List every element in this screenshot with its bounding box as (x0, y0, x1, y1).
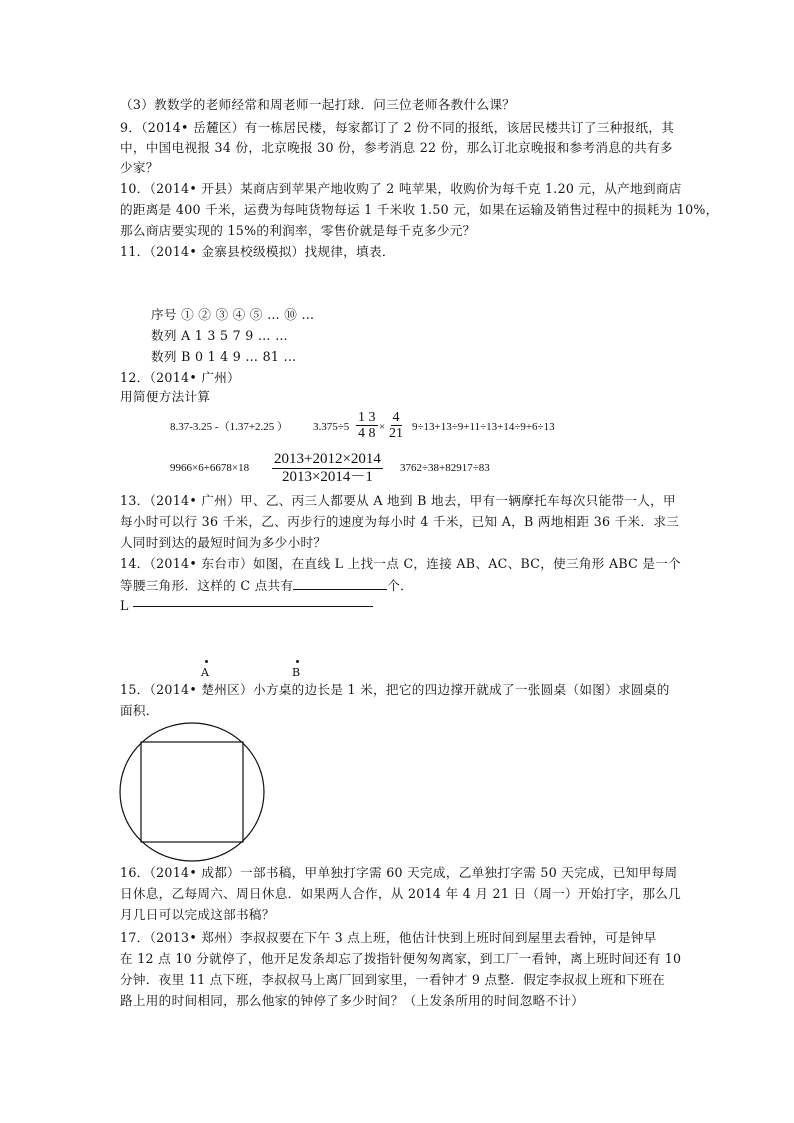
q12-expr-5-fraction (272, 451, 383, 486)
fraction-denominator: 21 (389, 426, 403, 441)
round-table-circle (120, 723, 264, 861)
q12-expr-4: 9966×6+6678×18 (170, 462, 250, 474)
q14-line2 (120, 577, 413, 594)
item-3-text: （3）教数学的老师经常和周老师一起打球．问三位老师各教什么课？ (120, 97, 516, 112)
q9-line2: 中，中国电视报 34 份，北京晚报 30 份，参考消息 22 份，那么订北京晚报和参考消息的共有多 (120, 140, 673, 155)
q13-line3: 人同时到达的最短时间为多少小时？ (120, 535, 327, 550)
q9-line1: 9．（2014• 岳麓区）有一栋居民楼，每家都订了 2 份不同的报纸，该居民楼共订了三种报纸，其 (120, 120, 675, 135)
q10-line2: 的距离是 400 千米，运费为每吨货物每运 1 千米收 1.50 元，如果在运输及销售过程中的损耗为 10%， (120, 202, 719, 217)
q17-line3: 分钟．夜里 11 点下班，李叔叔马上离厂回到家里，一看钟才 9 点整．假定李叔叔上班和下班在 (120, 972, 666, 987)
q11-sequence-row: 序号 ① ② ③ ④ ⑤ … ⑩ … (151, 307, 315, 322)
q16-line1: 16．（2014• 成都）一部书稿，甲单独打字需 60 天完成，乙单独打字需 50 天完成，已知甲每周 (120, 865, 678, 880)
q17-line2: 在 12 点 10 分就停了，他开足发条却忘了拨指针便匆匆离家，到工厂一看钟，离上班时间还有 10 (120, 951, 682, 966)
fraction-numerator: 1 3 (358, 410, 376, 425)
line-l (133, 606, 373, 607)
table-figure (118, 722, 268, 864)
point-b-label: B (292, 666, 301, 679)
fraction-numerator: 2013+2012×2014 (274, 451, 381, 467)
fraction-numerator: 4 (392, 410, 400, 425)
q14-line1: 14．（2014• 东台市）如图，在直线 L 上找一点 C，连接 AB、AC、BC，使三角形 ABC 是一个 (120, 556, 682, 571)
q12-expr-3: 9÷13+13÷9+11÷13+14÷9+6÷13 (412, 421, 555, 433)
point-a-dot (205, 660, 208, 663)
q16-line2: 日休息，乙每周六、周日休息．如果两人合作，从 2014 年 4 月 21 日（周一）开始打字，那么几 (120, 886, 682, 901)
q12-instruction: 用简便方法计算 (120, 389, 211, 404)
q13-line2: 每小时可以行 36 千米，乙、丙步行的速度为每小时 4 千米，已知 A，B 两地相距 36 千米．求三 (120, 514, 680, 529)
q12-expr-2-fraction-1 (356, 410, 378, 441)
fraction-denominator: 2013×2014－1 (281, 469, 373, 485)
q17-line4: 路上用的时间相同，那么他家的钟停了多少时间？（上发条所用的时间忽略不计） (120, 993, 585, 1008)
q11-series-a: 数列 A 1 3 5 7 9 … … (151, 328, 288, 343)
q10-line3: 那么商店要实现的 15%的利润率，零售价就是每千克多少元？ (120, 223, 476, 238)
q15-line1: 15．（2014• 楚州区）小方桌的边长是 1 米，把它的四边撑开就成了一张圆桌（如图）求圆桌的 (120, 682, 670, 697)
q12-expr-6: 3762÷38+82917÷83 (400, 462, 490, 474)
q9-line3: 少家？ (120, 160, 159, 175)
q10-line1: 10．（2014• 开县）某商店到苹果产地收购了 2 吨苹果，收购价为每千克 1.20 元，从产地到商店 (120, 181, 682, 196)
q13-line1: 13．（2014• 广州）甲、乙、丙三人都要从 A 地到 B 地去，甲有一辆摩托车每次只能带一人，甲 (120, 493, 676, 508)
line-l-label: L (120, 598, 129, 613)
q14-line2-suffix: 个． (387, 578, 414, 593)
point-b-dot (296, 660, 299, 663)
q16-line3: 月几日可以完成这部书稿？ (120, 907, 275, 922)
square-table (141, 742, 243, 842)
q14-line2-text: 等腰三角形．这样的 C 点共有 (120, 578, 294, 593)
q12-expr-2-times: × (379, 421, 386, 433)
q12-expr-2-prefix: 3.375÷5 (313, 421, 350, 433)
q12-expr-1: 8.37-3.25 -（1.37+2.25 ） (170, 421, 289, 433)
q11-title: 11．（2014• 金寨县校级模拟）找规律，填表． (120, 244, 395, 259)
q15-line2: 面积． (120, 703, 159, 718)
q17-line1: 17．（2013• 郑州）李叔叔要在下午 3 点上班，他估计快到上班时间到屋里去看钟，可是钟早 (120, 930, 657, 945)
q12-expr-2-fraction-2 (387, 410, 405, 441)
q12-title: 12．（2014• 广州） (120, 370, 241, 385)
answer-blank[interactable] (293, 577, 387, 590)
q11-series-b: 数列 B 0 1 4 9 … 81 … (151, 349, 297, 364)
fraction-denominator: 4 8 (358, 426, 376, 441)
point-a-label: A (201, 666, 210, 679)
